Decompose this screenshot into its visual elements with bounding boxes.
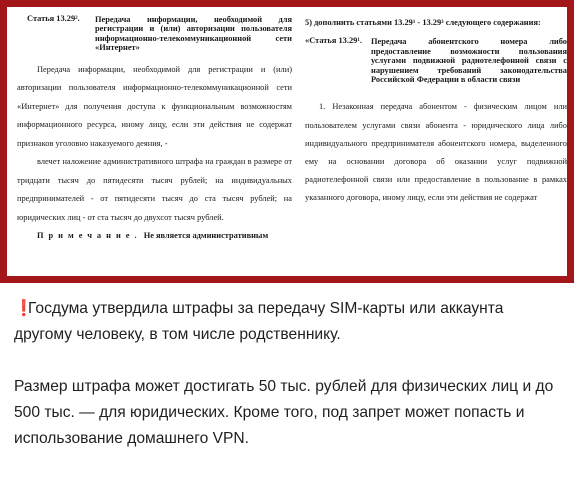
exclamation-icon: ❗ [14, 300, 34, 317]
amendment-intro: 5) дополнить статьями 13.29¹ - 13.29³ следующего содержания: [305, 18, 541, 27]
document-paragraph: 1. Незаконная передача абонентом - физическим лицом или пользователем услугами связи абонента - юридического лица либо индивидуального предпринимателя абонентского номера, выделенного ему на основании договора об оказании услуг подвижной радиотелефонной связи или предоставление в пользование в рамках указанного договора, иному лицу, если эти действия не содержат [305, 102, 567, 202]
post-headline [14, 296, 562, 348]
document-paragraph: Передача информации, необходимой для регистрации и (или) авторизации пользователя информационно-телекоммуникационной сети «Интернет» для получения доступа к функциональным возможностям информационного ресурса, иному лицу, если эти действия не содержат признаков уголовно наказуемого деяния, - [17, 64, 292, 148]
article-heading [305, 37, 567, 84]
note-text: Не является административным [143, 230, 269, 240]
note-label: Примечание. [37, 230, 142, 240]
document-left-column [17, 15, 292, 245]
article-title: Передача абонентского номера либо предоставление возможности пользования услугами подвижной радиотелефонной связи с нарушением требований законодательства Российской Федерации в области связи [371, 37, 567, 85]
post-body: Размер штрафа может достигать 50 тыс. рублей для физических лиц и до 500 тыс. — для юридических. Кроме того, под запрет может попасть и использование домашнего VPN. [14, 378, 554, 447]
document-right-column [305, 15, 567, 207]
article-number: «Статья 13.29¹. [305, 36, 362, 46]
document-paragraph: влечет наложение административного штрафа на граждан в размере от тридцати тысяч до пятидесяти тысяч рублей; на индивидуальных предпринимателей - от пятидесяти тысяч до ста тысяч рублей; на юридических лиц - от ста тысяч до двухсот тысяч рублей. [17, 157, 292, 222]
article-number: Статья 13.29². [27, 14, 80, 23]
post-text [14, 296, 562, 452]
article-title: Передача информации, необходимой для регистрации и (или) авторизации пользователя информационно-телекоммуникационной сети «Интернет» [95, 15, 292, 53]
post-headline-text: Госдума утвердила штрафы за передачу SIM-карты или аккаунта другому человеку, в том числе родственнику. [14, 300, 504, 343]
article-heading [17, 15, 292, 53]
note-line [17, 227, 292, 245]
